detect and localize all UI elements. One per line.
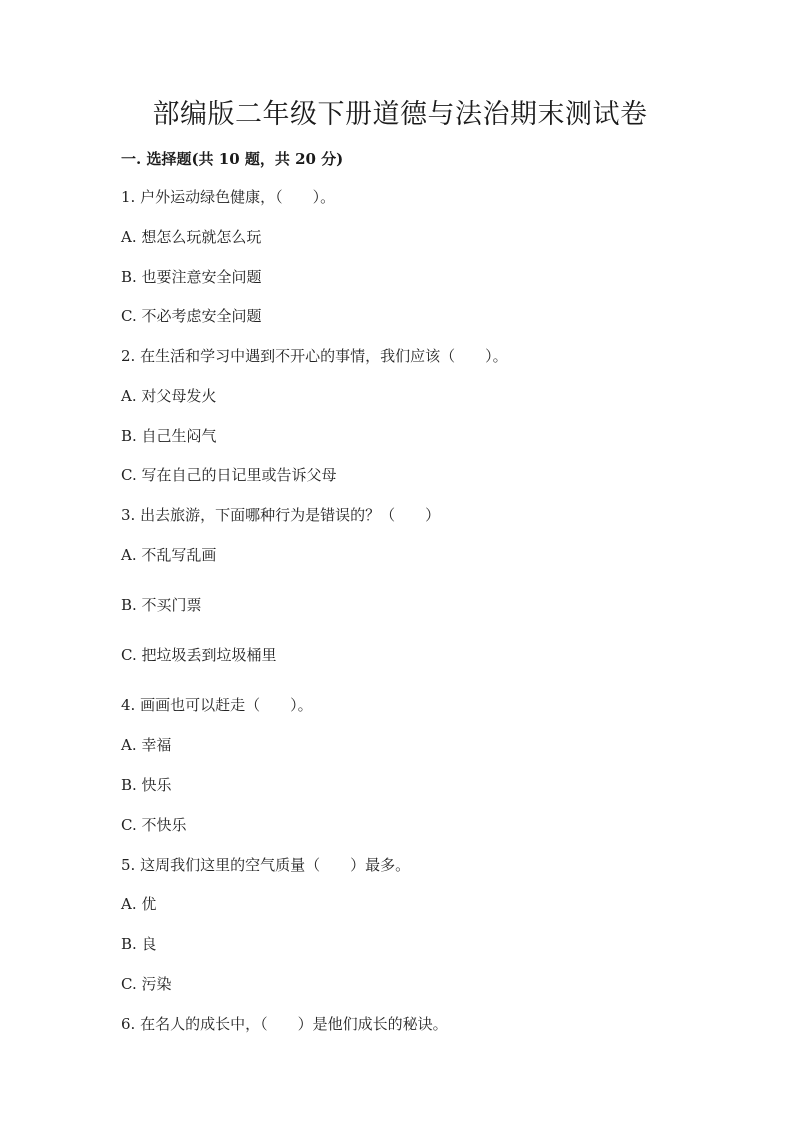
answer-option: A. 想怎么玩就怎么玩: [121, 228, 262, 246]
answer-option: B. 快乐: [121, 776, 172, 794]
answer-option: B. 不买门票: [121, 596, 202, 614]
answer-option: B. 自己生闷气: [121, 427, 217, 445]
section-heading: 一. 选择题(共 10 题，共 20 分): [121, 150, 344, 168]
answer-option: C. 不快乐: [121, 816, 187, 834]
question-stem: 6. 在名人的成长中，（ ）是他们成长的秘诀。: [121, 1015, 448, 1033]
answer-option: C. 不必考虑安全问题: [121, 307, 262, 325]
answer-option: B. 也要注意安全问题: [121, 268, 262, 286]
question-stem: 4. 画画也可以赶走（ ）。: [121, 696, 313, 714]
answer-option: A. 幸福: [121, 736, 172, 754]
answer-option: C. 污染: [121, 975, 172, 993]
question-stem: 3. 出去旅游，下面哪种行为是错误的？（ ）: [121, 506, 441, 524]
answer-option: B. 良: [121, 935, 157, 953]
answer-option: A. 不乱写乱画: [121, 546, 217, 564]
question-stem: 1. 户外运动绿色健康，（ ）。: [121, 188, 336, 206]
question-stem: 5. 这周我们这里的空气质量（ ）最多。: [121, 856, 411, 874]
answer-option: C. 写在自己的日记里或告诉父母: [121, 466, 337, 484]
page-title: 部编版二年级下册道德与法治期末测试卷: [152, 99, 648, 130]
question-stem: 2. 在生活和学习中遇到不开心的事情，我们应该（ ）。: [121, 347, 508, 365]
answer-option: A. 对父母发火: [121, 387, 217, 405]
answer-option: A. 优: [121, 895, 157, 913]
answer-option: C. 把垃圾丢到垃圾桶里: [121, 646, 277, 664]
